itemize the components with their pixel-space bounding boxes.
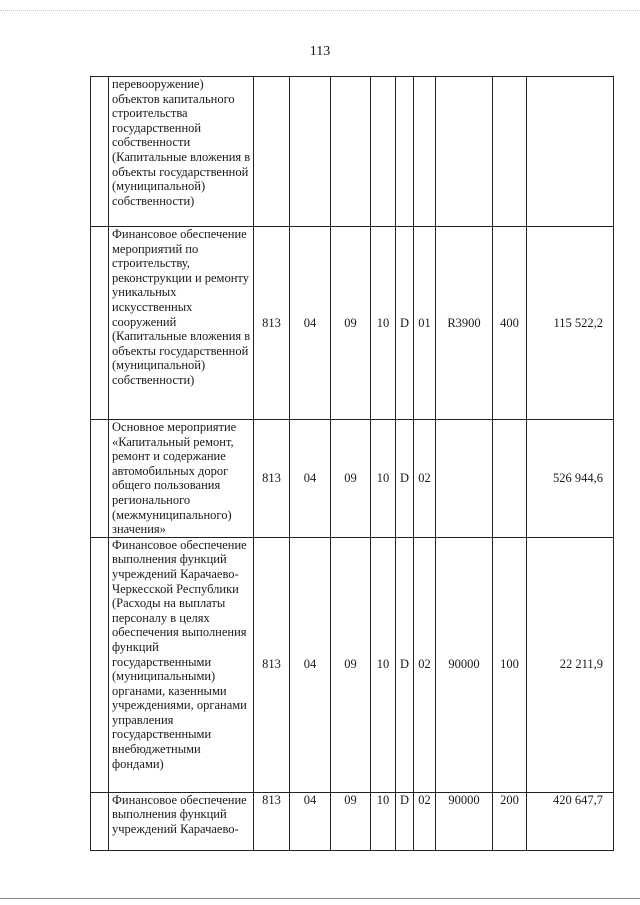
ministry-cell xyxy=(254,77,290,227)
expense-type-cell: 200 xyxy=(493,792,527,850)
subprogram-cell: D xyxy=(396,537,414,792)
subprogram-cell: D xyxy=(396,420,414,538)
amount-cell: 115 522,2 xyxy=(527,227,614,420)
event-cell: 02 xyxy=(414,537,436,792)
direction-cell xyxy=(436,77,493,227)
subprogram-cell: D xyxy=(396,227,414,420)
event-cell xyxy=(414,77,436,227)
page-number: 113 xyxy=(309,44,331,59)
subsection-cell xyxy=(331,77,371,227)
expense-type-cell xyxy=(493,77,527,227)
table-row xyxy=(91,420,614,538)
subsection-cell: 09 xyxy=(331,227,371,420)
program-cell: 10 xyxy=(371,792,396,850)
table-row xyxy=(91,537,614,792)
bottom-edge-rule xyxy=(0,898,640,899)
description-cell: Финансовое обеспечение мероприятий по строительству, реконструкции и ремонту уникальных искусственных сооружений (Капитальные вложения в объекты государственной (муниципальной) собственности) xyxy=(109,227,254,420)
event-cell: 01 xyxy=(414,227,436,420)
direction-cell xyxy=(436,420,493,538)
table-row xyxy=(91,227,614,420)
blank-cell xyxy=(91,420,109,538)
blank-cell xyxy=(91,792,109,850)
budget-table xyxy=(90,76,614,851)
subprogram-cell xyxy=(396,77,414,227)
description-cell: Основное мероприятие «Капитальный ремонт, ремонт и содержание автомобильных дорог общего пользования регионального (межмуниципального) значения» xyxy=(109,420,254,538)
event-cell: 02 xyxy=(414,792,436,850)
expense-type-cell: 100 xyxy=(493,537,527,792)
amount-cell: 22 211,9 xyxy=(527,537,614,792)
expense-type-cell: 400 xyxy=(493,227,527,420)
program-cell: 10 xyxy=(371,420,396,538)
direction-cell: 90000 xyxy=(436,537,493,792)
subsection-cell: 09 xyxy=(331,537,371,792)
ministry-cell: 813 xyxy=(254,792,290,850)
ministry-cell: 813 xyxy=(254,227,290,420)
ministry-cell: 813 xyxy=(254,420,290,538)
amount-cell: 526 944,6 xyxy=(527,420,614,538)
section-cell: 04 xyxy=(290,227,331,420)
description-cell: перевооружение) объектов капитального строительства государственной собственности (Капитальные вложения в объекты государственной (муниципальной) собственности) xyxy=(109,77,254,227)
blank-cell xyxy=(91,537,109,792)
subsection-cell: 09 xyxy=(331,792,371,850)
amount-cell xyxy=(527,77,614,227)
description-cell: Финансовое обеспечение выполнения функций учреждений Карачаево-Черкесской Республики (Расходы на выплаты персоналу в целях обеспечения выполнения функций государственными (муниципальными) органами, казенными учреждениями, органами управления государственными внебюджетными фондами) xyxy=(109,537,254,792)
program-cell: 10 xyxy=(371,537,396,792)
amount-cell: 420 647,7 xyxy=(527,792,614,850)
program-cell: 10 xyxy=(371,227,396,420)
section-cell: 04 xyxy=(290,792,331,850)
table-row xyxy=(91,77,614,227)
section-cell xyxy=(290,77,331,227)
subsection-cell: 09 xyxy=(331,420,371,538)
table-row xyxy=(91,792,614,850)
description-cell: Финансовое обеспечение выполнения функций учреждений Карачаево- xyxy=(109,792,254,850)
event-cell: 02 xyxy=(414,420,436,538)
blank-cell xyxy=(91,227,109,420)
blank-cell xyxy=(91,77,109,227)
top-edge-rule xyxy=(0,10,640,11)
program-cell xyxy=(371,77,396,227)
expense-type-cell xyxy=(493,420,527,538)
section-cell: 04 xyxy=(290,537,331,792)
section-cell: 04 xyxy=(290,420,331,538)
ministry-cell: 813 xyxy=(254,537,290,792)
direction-cell: 90000 xyxy=(436,792,493,850)
direction-cell: R3900 xyxy=(436,227,493,420)
subprogram-cell: D xyxy=(396,792,414,850)
